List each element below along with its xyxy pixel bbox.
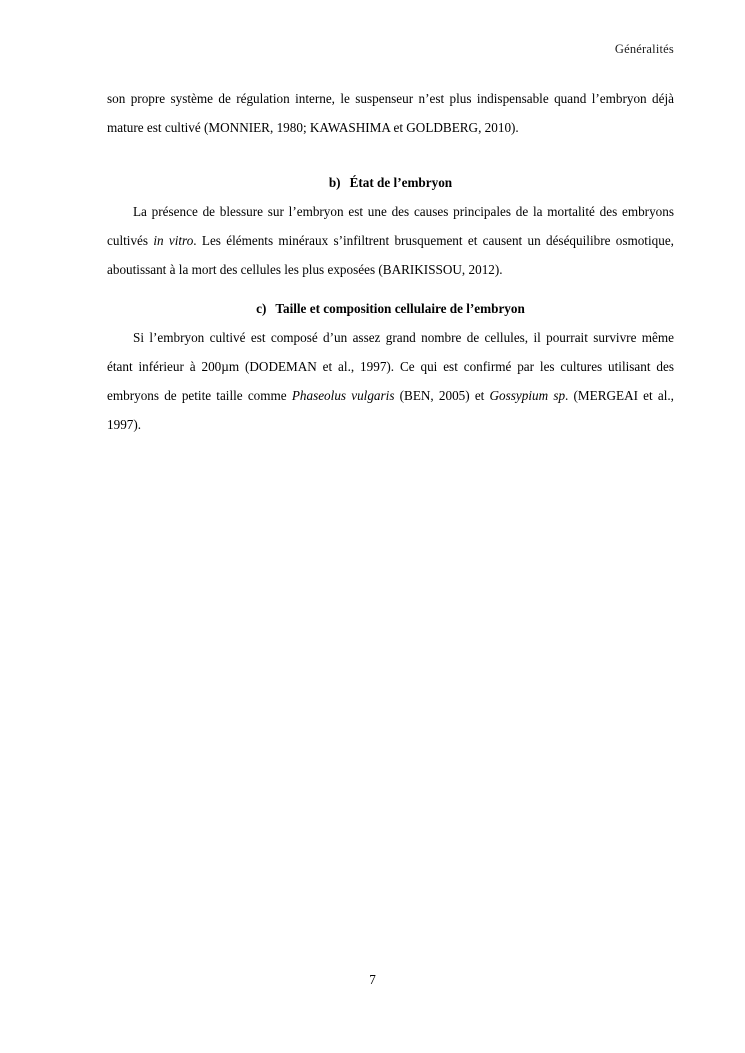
section-label-b: b) [328, 175, 341, 190]
paragraph-taille-part1: Si l’embryon cultivé est composé d’un assez grand nombre de cellules, il pourrait survivre même étant inférieur à 200µm (DODEMAN et al., 1997). Ce qui est confirmé par les cultures utilisant des embryons de petite taille comme [107, 330, 674, 403]
spacer [107, 142, 674, 168]
paragraph-taille-part3: . (MERGEAI et al., 1997). [107, 388, 674, 432]
paragraph-etat-embryon [107, 197, 674, 284]
section-title-b: État de l’embryon [349, 175, 453, 190]
paragraph-suspenseur: son propre système de régulation interne, le suspenseur n’est plus indispensable quand l’embryon déjà mature est cultivé (MONNIER, 1980; KAWASHIMA et GOLDBERG, 2010). [107, 91, 674, 135]
page-number: 7 [369, 972, 376, 987]
page-header: Généralités [614, 42, 674, 56]
section-label-c: c) [256, 301, 267, 316]
paragraph-taille-composition [107, 323, 674, 439]
paragraph-etat-part1: La présence de blessure sur l’embryon est une des causes principales de la mortalité des embryons cultivés [107, 204, 674, 248]
paragraph-etat-italic1: in vitro [153, 233, 194, 248]
paragraph-taille-part2: (BEN, 2005) et [394, 388, 490, 403]
paragraph-etat-part2: . Les éléments minéraux s’infiltrent brusquement et causent un déséquilibre osmotique, aboutissant à la mort des cellules les plus exposées (BARIKISSOU, 2012). [107, 233, 674, 277]
section-title-c: Taille et composition cellulaire de l’embryon [275, 301, 525, 316]
page-content [107, 84, 674, 439]
section-heading-b [107, 168, 674, 197]
paragraph-taille-italic2: Gossypium sp [489, 388, 566, 403]
section-heading-c [107, 294, 674, 323]
paragraph-taille-italic1: Phaseolus vulgaris [291, 388, 395, 403]
spacer [107, 284, 674, 294]
